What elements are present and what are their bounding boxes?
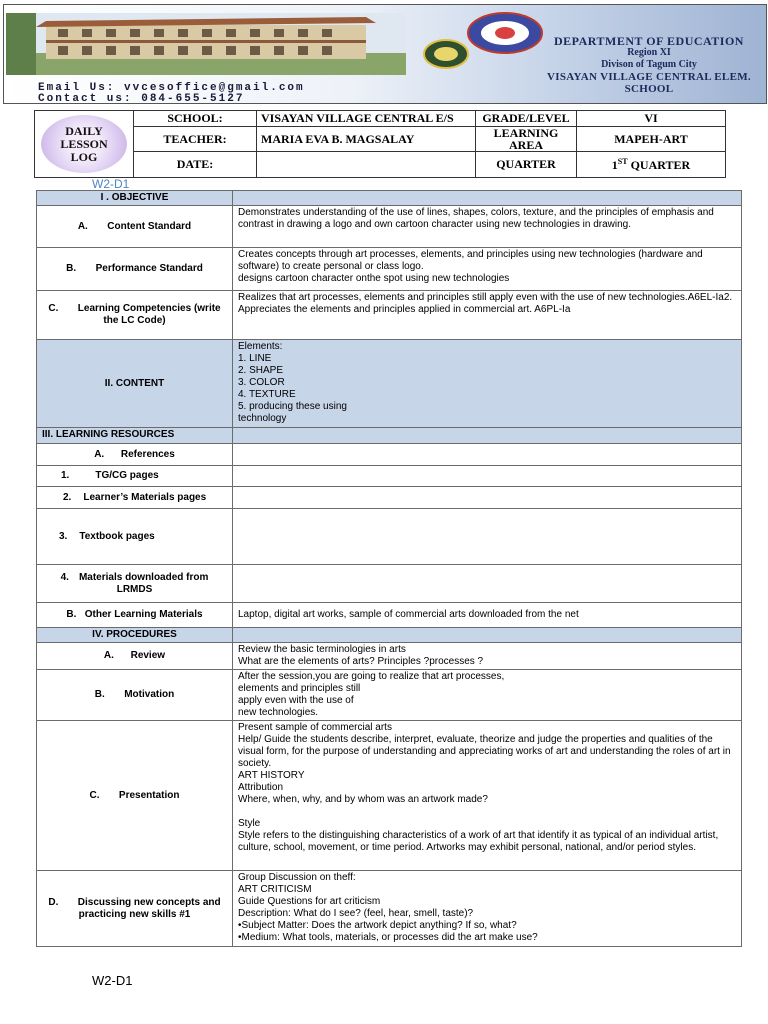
motivation-label: B. Motivation xyxy=(37,670,233,721)
school-seal-small xyxy=(422,39,470,69)
review-text xyxy=(233,643,742,670)
discussing-line: ART CRITICISM xyxy=(238,884,312,895)
presentation-line: Where, when, why, and by whom was an artwork made? xyxy=(238,794,488,805)
elements-title: Elements: xyxy=(238,341,283,352)
discussing-text xyxy=(233,871,742,947)
references-label: A. References xyxy=(37,444,233,466)
review-label: A. Review xyxy=(37,643,233,670)
quarter-number: 1 xyxy=(611,157,618,172)
review-line: Review the basic terminologies in arts xyxy=(238,644,406,655)
review-line: What are the elements of arts? Principles ?processes ? xyxy=(238,656,484,667)
presentation-line: Present sample of commercial arts xyxy=(238,722,392,733)
other-materials-text: Laptop, digital art works, sample of commercial arts downloaded from the net xyxy=(233,603,742,628)
objective-heading: I . OBJECTIVE xyxy=(37,191,233,206)
performance-standard-label: B. Performance Standard xyxy=(37,248,233,291)
motivation-line: elements and principles still xyxy=(238,683,361,694)
logo-line3: LOG xyxy=(70,149,98,164)
performance-standard-text: Creates concepts through art processes, elements, and principles using new technologies (hardware and software) to create personal or class logo. xyxy=(238,249,703,272)
presentation-line: ART HISTORY xyxy=(238,770,305,781)
week-day-tag-top: W2-D1 xyxy=(92,177,130,191)
date-label: DATE: xyxy=(134,152,257,178)
dll-logo-cell xyxy=(35,111,134,178)
procedures-heading: IV. PROCEDURES xyxy=(37,628,233,643)
textbook-pages-label: 3. Textbook pages xyxy=(37,509,233,565)
tg-pages-label: 1. TG/CG pages xyxy=(37,466,233,487)
element-item: 4. TEXTURE xyxy=(238,389,296,400)
presentation-line: Attribution xyxy=(238,782,284,793)
deped-header-text xyxy=(544,35,754,95)
letterhead-banner xyxy=(3,4,767,104)
motivation-line: new technologies. xyxy=(238,707,319,718)
daily-lesson-log-logo xyxy=(41,115,127,173)
presentation-label: C. Presentation xyxy=(37,721,233,871)
lesson-info-table xyxy=(34,110,726,178)
presentation-line: Help/ Guide the students describe, interpret, evaluate, theorize and judge the properties and qualities of the visual form, for the purpose of understanding and appreciating works of art and understanding the roles of art in society. xyxy=(238,734,731,769)
email-line: Email Us: vvcesoffice@gmail.com xyxy=(38,82,305,94)
content-standard-label: A. Content Standard xyxy=(37,206,233,248)
motivation-line: apply even with the use of xyxy=(238,695,354,706)
discussing-label: D. Discussing new concepts and practicing new skills #1 xyxy=(37,871,233,947)
lrmds-label: 4. Materials downloaded from LRMDS xyxy=(37,565,233,603)
presentation-line: Style xyxy=(238,818,261,829)
element-item: 1. LINE xyxy=(238,353,272,364)
region-text: Region XI xyxy=(627,47,671,58)
content-elements xyxy=(233,340,742,428)
element-item: 5. producing these using xyxy=(238,401,347,412)
grade-label: GRADE/LEVEL xyxy=(476,111,577,127)
element-item: 3. COLOR xyxy=(238,377,285,388)
teacher-value: MARIA EVA B. MAGSALAY xyxy=(257,127,476,152)
performance-standard-text-2: designs cartoon character onthe spot using new technologies xyxy=(238,273,510,284)
date-value xyxy=(257,152,476,178)
learners-materials-label: 2. Learner’s Materials pages xyxy=(37,487,233,509)
quarter-suffix: ST xyxy=(617,156,628,166)
presentation-line: Style refers to the distinguishing characteristics of a work of art that identify it as typical of an individual artist, culture, school, movement, or time period. Artworks may exhibit personal, national, and/or period styles. xyxy=(238,830,719,853)
phone-line: Contact us: 084-655-5127 xyxy=(38,93,245,104)
school-building-photo xyxy=(6,13,406,75)
quarter-label: QUARTER xyxy=(476,152,577,178)
motivation-line: After the session,you are going to realize that art processes, xyxy=(238,671,505,682)
logo-line1: DAILY xyxy=(65,123,103,138)
performance-standard-cell xyxy=(233,248,742,291)
contact-block xyxy=(38,83,305,104)
deped-seal xyxy=(466,11,544,55)
content-label: II. CONTENT xyxy=(37,340,233,428)
school-label: SCHOOL: xyxy=(134,111,257,127)
presentation-line xyxy=(238,806,736,818)
presentation-text xyxy=(233,721,742,871)
discussing-line: •Subject Matter: Does the artwork depict anything? If so, what? xyxy=(238,920,517,931)
learning-area-label: LEARNING AREA xyxy=(476,127,577,152)
motivation-text xyxy=(233,670,742,721)
deped-title: DEPARTMENT OF EDUCATION xyxy=(554,34,744,48)
quarter-word: QUARTER xyxy=(627,157,691,172)
teacher-label: TEACHER: xyxy=(134,127,257,152)
learning-area-value: MAPEH-ART xyxy=(577,127,726,152)
school-name-header: VISAYAN VILLAGE CENTRAL ELEM. SCHOOL xyxy=(547,71,751,95)
element-item: technology xyxy=(238,413,287,424)
learning-competencies-label: C. Learning Competencies (write the LC Code) xyxy=(37,291,233,340)
logo-line2: LESSON xyxy=(60,136,108,151)
element-item: 2. SHAPE xyxy=(238,365,284,376)
learning-resources-heading: III. LEARNING RESOURCES xyxy=(37,428,233,444)
quarter-value xyxy=(577,152,726,178)
week-day-tag-bottom: W2-D1 xyxy=(92,973,133,988)
discussing-line: Group Discussion on theff: xyxy=(238,872,356,883)
school-value: VISAYAN VILLAGE CENTRAL E/S xyxy=(257,111,476,127)
other-materials-label: B. Other Learning Materials xyxy=(37,603,233,628)
learning-competencies-text: Realizes that art processes, elements and principles still apply even with the use of new technologies.A6EL-Ia2. Appreciates the elements and principles applied in commercial art. A6PL-Ia xyxy=(233,291,742,340)
division-text: Divison of Tagum City xyxy=(601,59,697,70)
discussing-line: Description: What do I see? (feel, hear, smell, taste)? xyxy=(238,908,474,919)
discussing-line: Guide Questions for art criticism xyxy=(238,896,381,907)
discussing-line: •Medium: What tools, materials, or processes did the art make use? xyxy=(238,932,538,943)
grade-value: VI xyxy=(577,111,726,127)
content-standard-text: Demonstrates understanding of the use of lines, shapes, colors, texture, and the principles of emphasis and contrast in drawing a logo and own cartoon character using new technologies in drawing. xyxy=(233,206,742,248)
lesson-plan-table xyxy=(36,190,742,947)
